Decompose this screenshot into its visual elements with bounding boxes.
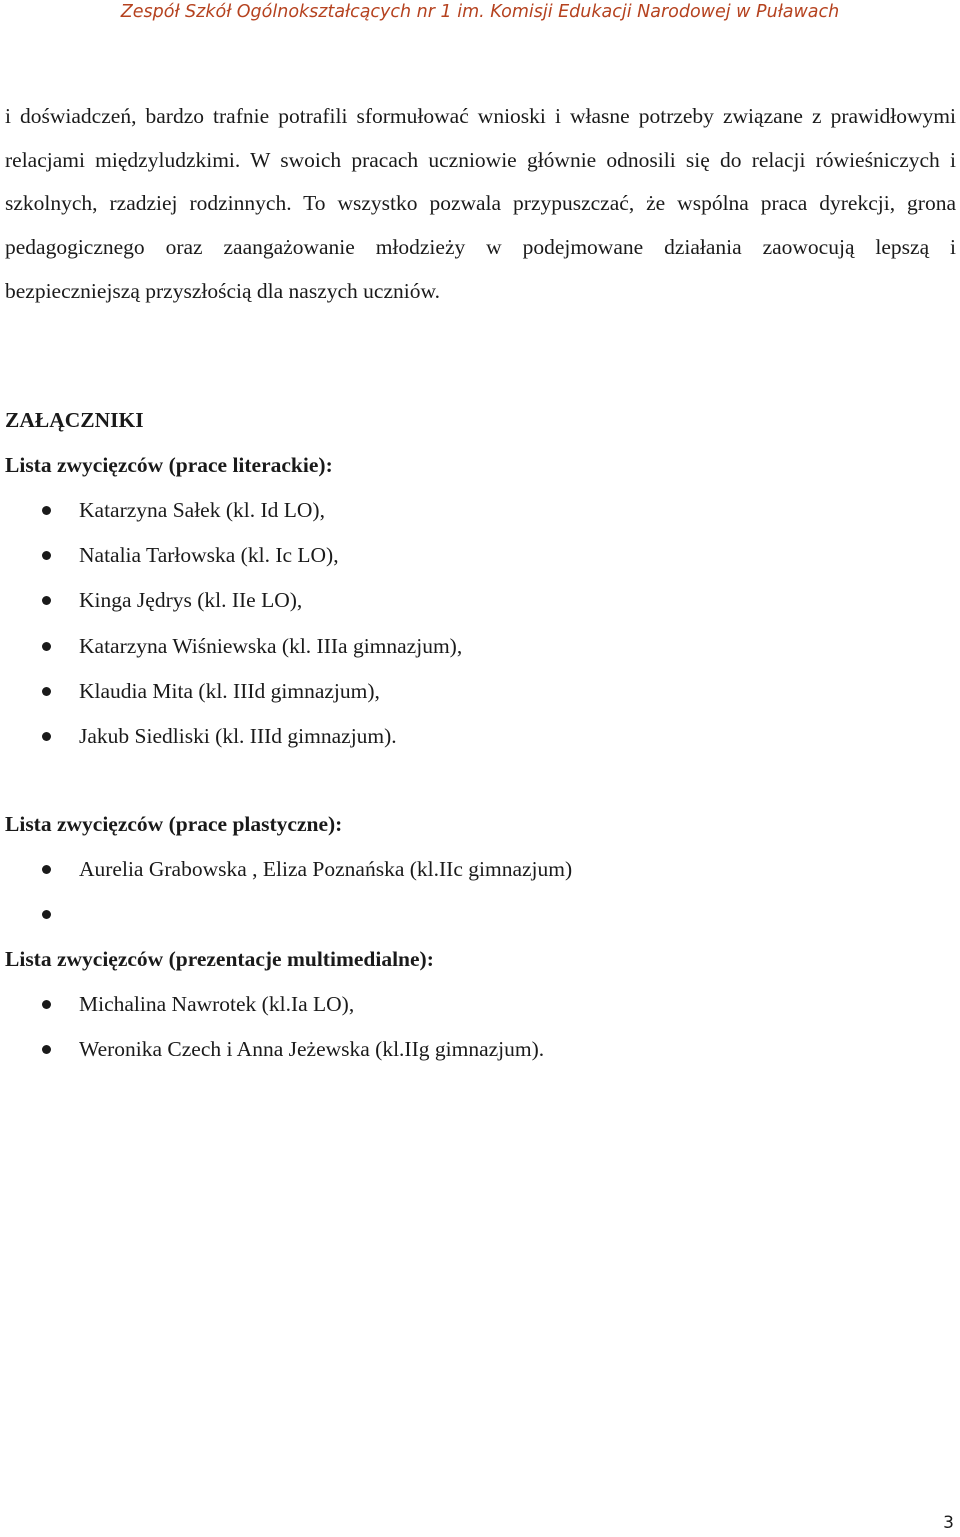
bullet-icon [42, 596, 51, 605]
literary-winners-heading: Lista zwycięzców (prace literackie): [5, 453, 333, 477]
list-item-text: Katarzyna Sałek (kl. Id LO), [79, 498, 325, 522]
bullet-icon [42, 1045, 51, 1054]
list-item-text: Natalia Tarłowska (kl. Ic LO), [79, 543, 339, 568]
list-item-text: Jakub Siedliski (kl. IIId gimnazjum). [79, 723, 397, 748]
page-number: 3 [943, 1513, 954, 1533]
bullet-icon [42, 865, 51, 874]
body-paragraph: i doświadczeń, bardzo trafnie potrafili sformułować wnioski i własne potrzeby związane z prawidłowymi relacjami międzyludzkimi. W swoich pracach uczniowie głównie odnosili się do relacji rówieśniczych i szkolnych, rzadziej rodzinnych. To wszystko pozwala przypuszczać, że wspólna praca dyrekcji, grona pedagogicznego oraz zaangażowanie młodzieży w podejmowane działania zaowocują lepszą i bezpieczniejszą przyszłością dla naszych uczniów. [5, 104, 956, 303]
bullet-icon [42, 910, 51, 919]
list-item-text: Michalina Nawrotek (kl.Ia LO), [79, 992, 355, 1016]
bullet-icon [42, 642, 51, 651]
list-item-text: Weronika Czech i Anna Jeżewska (kl.IIg gimnazjum). [79, 1037, 545, 1062]
page-header: Zespół Szkół Ogólnokształcących nr 1 im. Komisji Edukacji Narodowej w Puławach [120, 2, 840, 22]
bullet-icon [42, 551, 51, 560]
bullet-icon [42, 1000, 51, 1009]
list-item-text: Kinga Jędrys (kl. IIe LO), [79, 588, 303, 613]
list-item-text: Katarzyna Wiśniewska (kl. IIIa gimnazjum), [79, 633, 463, 658]
bullet-icon [42, 506, 51, 515]
bullet-icon [42, 732, 51, 741]
attachments-title: ZAŁĄCZNIKI [5, 408, 144, 432]
list-item-text: Klaudia Mita (kl. IIId gimnazjum), [79, 678, 380, 703]
list-item-text: Aurelia Grabowska , Eliza Poznańska (kl.IIc gimnazjum) [79, 857, 573, 881]
artistic-winners-heading: Lista zwycięzców (prace plastyczne): [5, 812, 343, 836]
multimedia-winners-heading: Lista zwycięzców (prezentacje multimedialne): [5, 947, 434, 971]
bullet-icon [42, 687, 51, 696]
